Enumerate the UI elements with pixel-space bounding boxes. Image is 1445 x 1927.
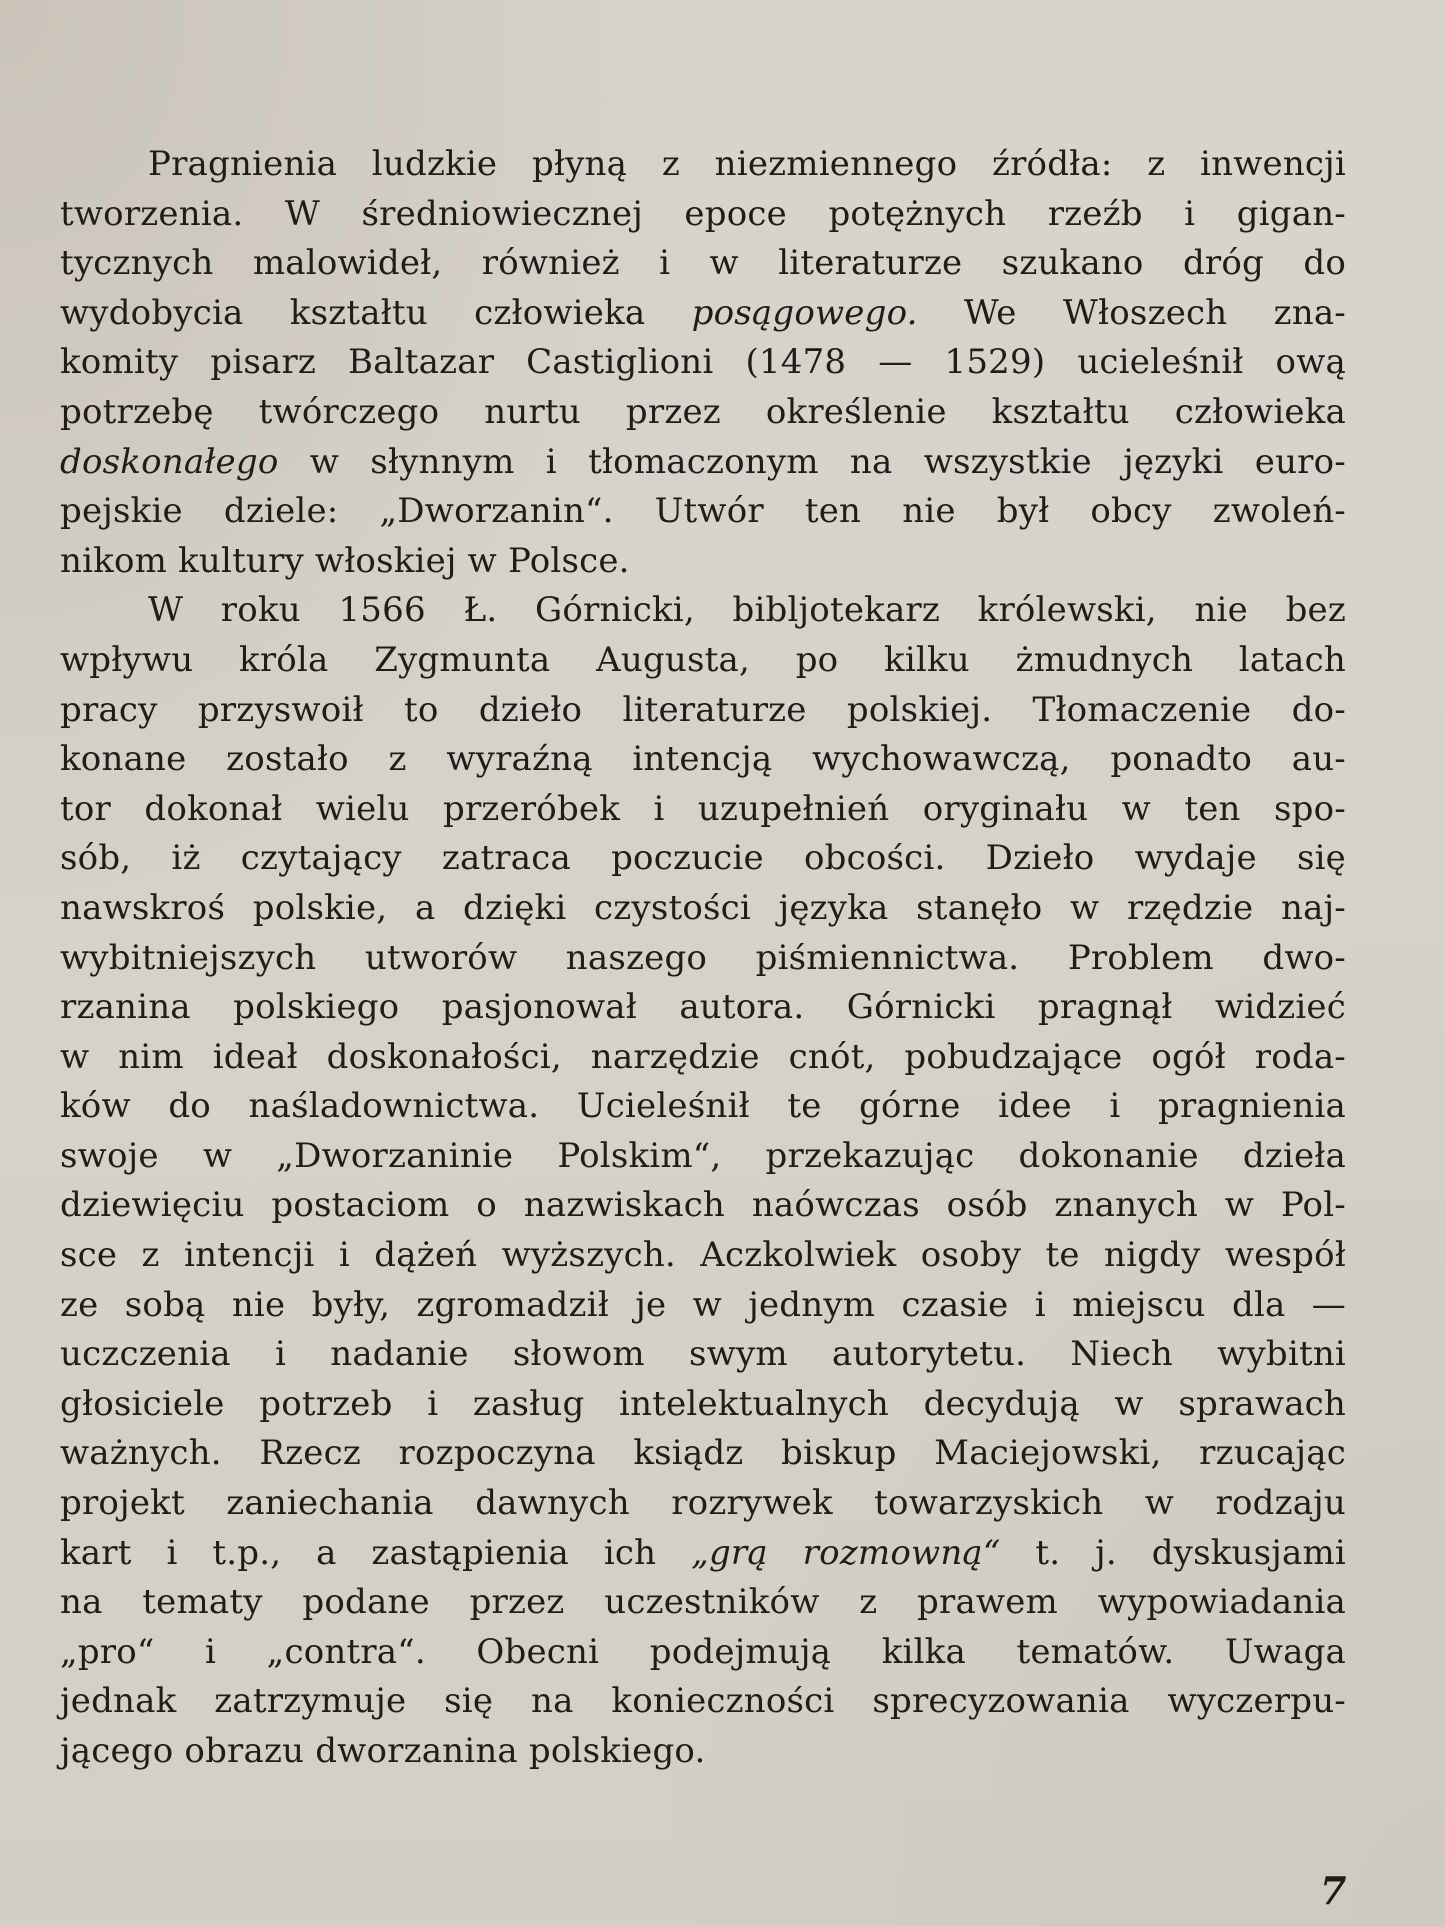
text-segment: ze sobą nie były, zgromadził je w jednym czasie i miejscu dla — [60,1284,1346,1325]
text-line [60,537,1346,587]
text-segment: sób, iż czytający zatraca poczucie obcości. Dzieło wydaje się [60,838,1346,879]
text-line [60,289,1346,339]
text-segment: wybitniejszych utworów naszego piśmiennictwa. Problem dwo- [60,937,1346,978]
text-segment: W roku 1566 Ł. Górnicki, bibljotekarz królewski, nie bez [148,590,1346,631]
italic-text: doskonałego [60,441,279,482]
text-line [60,1132,1346,1182]
text-segment: nikom kultury włoskiej w Polsce. [60,540,630,581]
text-segment: wydobycia kształtu człowieka [60,292,692,333]
text-segment: komity pisarz Baltazar Castiglioni (1478 — 1529) ucieleśnił ową [60,342,1346,383]
text-line [60,686,1346,736]
text-line [60,834,1346,884]
text-segment: swoje w „Dworzaninie Polskim“, przekazując dokonanie dzieła [60,1135,1346,1176]
italic-text: „grą rozmowną“ [691,1532,1001,1573]
text-line [60,1677,1346,1727]
text-segment: nawskroś polskie, a dzięki czystości języka stanęło w rzędzie naj- [60,887,1346,928]
text-segment: głosiciele potrzeb i zasług intelektualnych decydują w sprawach [60,1383,1346,1424]
text-line [60,1281,1346,1331]
text-line [60,388,1346,438]
text-segment: dziewięciu postaciom o nazwiskach naówczas osób znanych w Pol- [60,1185,1346,1226]
text-segment: pejskie dziele: „Dworzanin“. Utwór ten nie był obcy zwoleń- [60,491,1346,532]
text-line [60,338,1346,388]
text-line [60,1529,1346,1579]
text-segment: ków do naśladownictwa. Ucieleśnił te górne idee i pragnienia [60,1086,1346,1127]
text-segment: Pragnienia ludzkie płyną z niezmiennego źródła: z inwencji [148,144,1346,184]
text-line [60,1231,1346,1281]
text-segment: sce z intencji i dążeń wyższych. Aczkolwiek osoby te nigdy wespół [60,1235,1346,1276]
text-line [60,1082,1346,1132]
text-segment: w nim ideał doskonałości, narzędzie cnót, pobudzające ogół roda- [60,1036,1346,1077]
text-segment: t. j. dyskusjami [1000,1532,1346,1573]
text-segment: jednak zatrzymuje się na konieczności sprecyzowania wyczerpu- [60,1681,1346,1722]
text-line [60,1181,1346,1231]
text-segment: tor dokonał wielu przeróbek i uzupełnień oryginału w ten spo- [60,788,1346,829]
text-line [60,1033,1346,1083]
text-line [60,1727,1346,1777]
text-line [60,636,1346,686]
page-number: 7 [1320,1868,1347,1913]
text-segment: tworzenia. W średniowiecznej epoce potężnych rzeźb i gigan- [60,193,1346,234]
paragraph [60,140,1346,586]
text-segment: konane zostało z wyraźną intencją wychowawczą, ponadto au- [60,739,1346,780]
text-line [60,487,1346,537]
text-segment: uczczenia i nadanie słowom swym autorytetu. Niech wybitni [60,1334,1346,1375]
text-line [60,586,1346,636]
text-line [60,884,1346,934]
text-segment: wpływu króla Zygmunta Augusta, po kilku żmudnych latach [60,639,1346,680]
text-line [60,239,1346,289]
text-line [60,735,1346,785]
italic-text: posągowego. [691,292,918,333]
text-segment: pracy przyswoił to dzieło literaturze polskiej. Tłomaczenie do- [60,689,1346,730]
text-segment: jącego obrazu dworzanina polskiego. [60,1731,706,1771]
text-segment: We Włoszech zna- [917,292,1346,333]
text-line [60,1429,1346,1479]
text-line [60,190,1346,240]
text-segment: tycznych malowideł, również i w literaturze szukano dróg do [60,243,1346,284]
text-segment: rzanina polskiego pasjonował autora. Górnicki pragnął widzieć [60,987,1346,1028]
text-line [60,785,1346,835]
text-line [60,1479,1346,1529]
text-line [60,983,1346,1033]
text-line [60,140,1346,190]
text-segment: „pro“ i „contra“. Obecni podejmują kilka tematów. Uwaga [60,1631,1346,1672]
paragraph [60,586,1346,1776]
text-line [60,1330,1346,1380]
text-segment: potrzebę twórczego nurtu przez określenie kształtu człowieka [60,391,1346,432]
text-segment: w słynnym i tłomaczonym na wszystkie języki euro- [278,441,1346,482]
text-line [60,1578,1346,1628]
text-line [60,438,1346,488]
text-line [60,1628,1346,1678]
text-segment: na tematy podane przez uczestników z prawem wypowiadania [60,1582,1346,1623]
text-segment: projekt zaniechania dawnych rozrywek towarzyskich w rodzaju [60,1483,1346,1524]
book-page-text [60,140,1346,1777]
text-line [60,934,1346,984]
text-segment: kart i t.p., a zastąpienia ich [60,1532,692,1573]
text-line [60,1380,1346,1430]
text-segment: ważnych. Rzecz rozpoczyna ksiądz biskup Maciejowski, rzucając [60,1433,1346,1474]
